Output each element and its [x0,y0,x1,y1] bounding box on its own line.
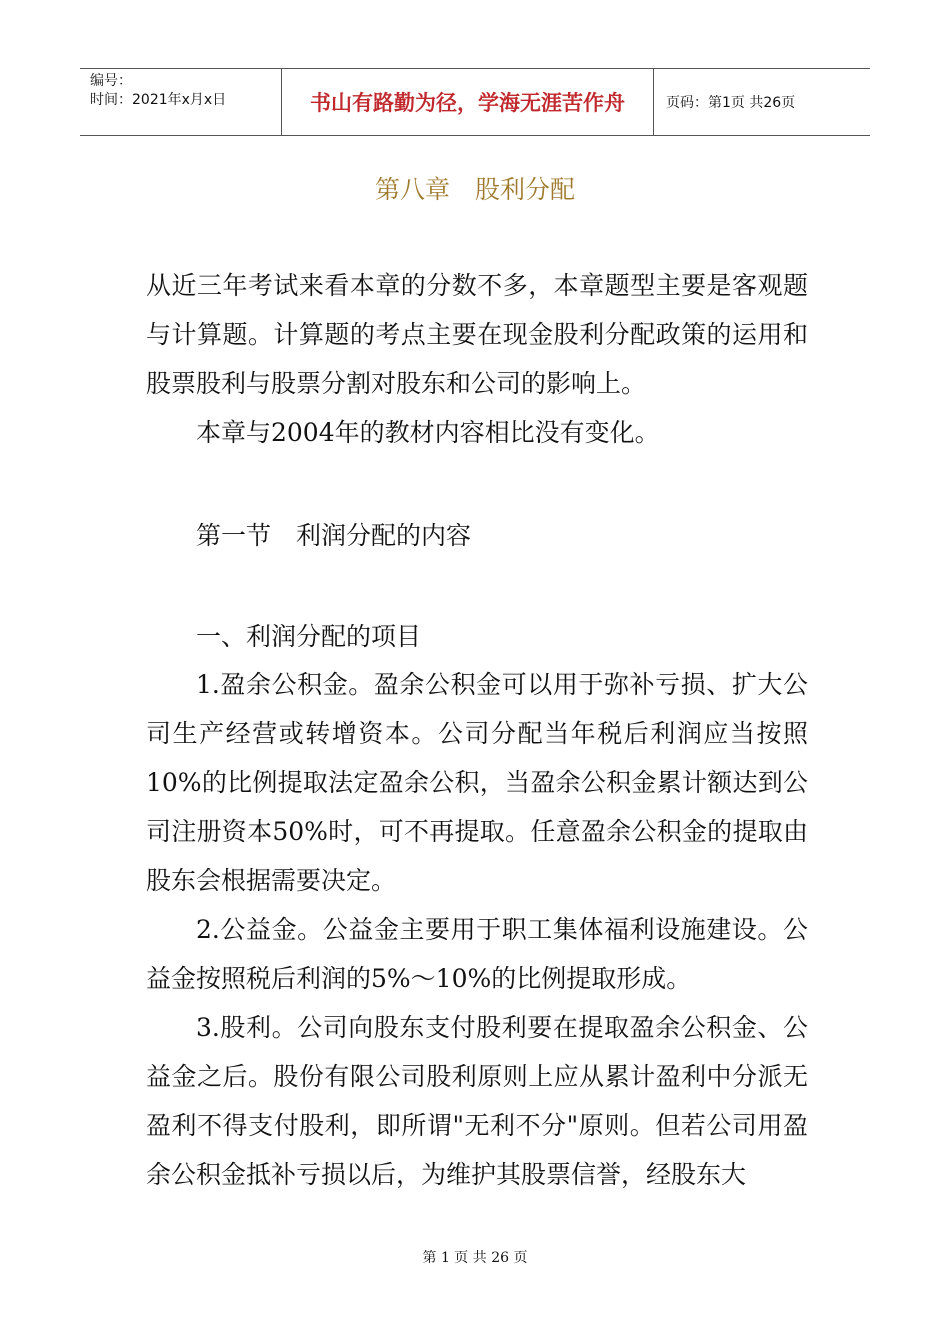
item-surplus-reserve: 1.盈余公积金。盈余公积金可以用于弥补亏损、扩大公司生产经营或转增资本。公司分配当年税后利润应当按照10%的比例提取法定盈余公积，当盈余公积金累计额达到公司注册资本50%时，可不再提取。任意盈余公积金的提取由股东会根据需要决定。 [146,670,808,895]
intro-paragraph: 从近三年考试来看本章的分数不多，本章题型主要是客观题与计算题。计算题的考点主要在现金股利分配政策的运用和股票股利与股票分割对股东和公司的影响上。 [146,271,808,398]
header-meta [80,69,282,135]
header-page-info: 页码：第1页 共26页 [666,95,796,111]
header-motto: 书山有路勤为径，学海无涯苦作舟 [282,69,654,135]
section-title: 第一节 利润分配的内容 [196,521,472,550]
item-welfare-fund: 2.公益金。公益金主要用于职工集体福利设施建设。公益金按照税后利润的5%～10%的比例提取形成。 [146,915,808,993]
chapter-title: 第八章 股利分配 [374,175,575,204]
page-header [80,68,870,136]
document-date: 时间：2021年x月x日 [90,92,227,108]
item-dividend: 3.股利。公司向股东支付股利要在提取盈余公积金、公益金之后。股份有限公司股利原则上应从累计盈利中分派无盈利不得支付股利，即所谓"无利不分"原则。但若公司用盈余公积金抵补亏损以后，为维护其股票信誉，经股东大 [146,1013,808,1189]
page-footer: 第 1 页 共 26 页 [422,1250,528,1266]
item-list [146,660,808,1199]
intro-block [146,261,808,457]
subsection-title: 一、利润分配的项目 [196,622,422,651]
intro-note: 本章与2004年的教材内容相比没有变化。 [196,418,660,447]
document-number: 编号： [90,73,132,89]
